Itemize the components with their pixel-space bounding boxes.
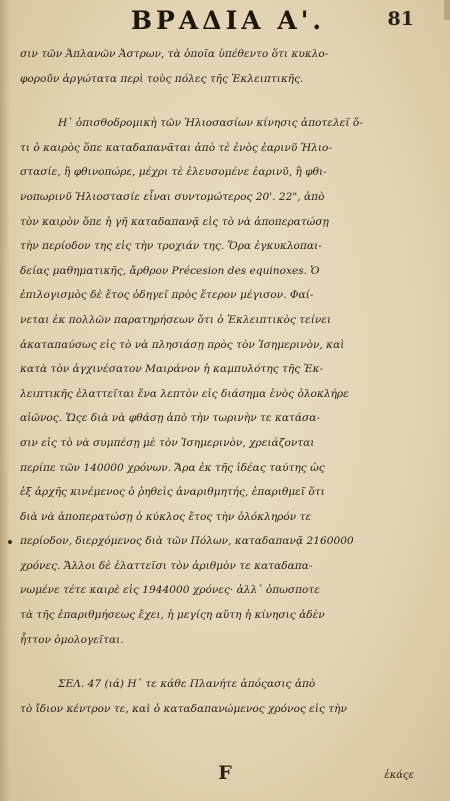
text-line: ἐξ ἀρχῆς κινέμενος ὁ ῥηθεὶς ἀναριθμητής, ἐπαριθμεῖ ὅτι [20,486,325,499]
text-line: τὸν καιρὸν ὅπε ἡ γῆ καταδαπανᾷ εἰς τὸ νὰ ἀποπερατώσῃ [20,215,329,228]
text-line: Η᾽ ὀπισθοδρομικὴ τῶν Ἡλιοσασίων κίνησις ἀποτελεῖ ὅ- [58,117,363,130]
text-line: τὴν περίοδον της εἰς τὴν τροχιάν της. Ὅρα ἐγκυκλοπαι- [20,240,322,253]
text-line: περίπε τῶν 140000 χρόνων. Ἄρα ἐκ τῆς ἰδέας ταύτης ὡς [20,461,325,474]
text-line: ἀκαταπαύσως εἰς τὸ νὰ πλησιάσῃ πρὸς τὸν Ἰσημερινὸν, καὶ [20,338,345,351]
text-line: χρόνες. Ἄλλοι δὲ ἐλαττεῖσι τὸν ἀριθμὸν τε καταδαπα- [20,559,313,572]
paragraph-gap [20,652,436,672]
text-line: αἰῶνος. Ὥςε διὰ νὰ φθάσῃ ἀπὸ τὴν τωρινὴν τε κατάσα- [20,412,321,425]
text-line: φοροῦν ἀργώτατα περὶ τοὺς πόλες τῆς Ἐκλειπτικῆς. [20,72,304,85]
signature-mark: F [218,762,232,784]
catchword: ἑκάςε [384,770,414,781]
text-line: νωμένε τέτε καιρὲ εἰς 1944000 χρόνες· ἀλλ᾽ ὁπωσποτε [20,584,320,597]
text-line: ἐπιλογισμὸς δὲ ἔτος ὁδηγεῖ πρὸς ἕτερον μέγισον. Φαί- [20,289,314,302]
text-line: νεται ἐκ πολλῶν παρατηρήσεων ὅτι ὁ Ἐκλειπτικὸς τείνει [20,313,332,326]
text-line: τι ὁ καιρὸς ὅπε καταδαπανᾶται ἀπὸ τὲ ἑνὸς ἐαρινῦ Ἡλιο- [20,141,332,154]
text-line: τὰ τῆς ἐπαριθμήσεως ἔχει, ἡ μεγίςη αὕτη ἡ κίνησις ἀδὲν [20,609,325,622]
page-number: 81 [387,8,414,30]
text-line: περίοδον, διερχόμενος διὰ τῶν Πόλων, καταδαπανᾷ 2160000 [20,535,354,548]
text-line: σιν τῶν Ἀπλανῶν Ἀστρων, τὰ ὁποῖα ὑπέθεντο ὅτι κυκλο- [20,48,329,60]
text-line: στασίε, ἢ φθινοπώρε, μέχρι τὲ ἐλευσομένε ἐαρινῦ, ἢ φθι- [20,166,327,179]
running-title: ΒΡΑΔΙΑ Α'. [130,6,326,35]
text-line: διὰ νὰ ἀποπερατώσῃ ὁ κύκλος ἔτος τὴν ὁλόκληρόν τε [20,510,312,523]
text-line: σιν εἰς τὸ νὰ συμπέσῃ μὲ τὸν Ἰσημερινὸν, χρειάζονται [20,436,315,449]
page-edge-stain [444,0,450,20]
body-text [20,42,436,721]
text-line: νοπωρινῦ Ἡλιοστασίε εἶναι συντομώτερος 20'. 22", ἀπὸ [20,190,325,203]
page-header [20,0,436,42]
text-line: ΣΕΛ. 47 (ιά) Η᾽ τε κάθε Πλανήτε ἀπόςασις ἀπὸ [58,678,316,691]
paragraph-gap [20,91,436,111]
text-line: τὸ ἴδιον κέντρον τε, καὶ ὁ καταδαπανώμενος χρόνος εἰς τὴν [20,702,347,715]
text-line: ἧττον ὁμολογεῖται. [20,633,124,646]
ink-spot [8,540,12,544]
text-line: δείας μαθηματικῆς, ἄρθρον Précesion des equinoxes. Ὁ [20,264,320,277]
text-line: λειπτικῆς ἐλαττεῖται ἕνα λεπτὸν εἰς διάσημα ἑνὸς ὁλοκλήρε [20,387,349,400]
text-line: κατὰ τὸν ἀγχινέσατον Μαιράνον ἡ καμπυλότης τῆς Ἐκ- [20,363,324,376]
